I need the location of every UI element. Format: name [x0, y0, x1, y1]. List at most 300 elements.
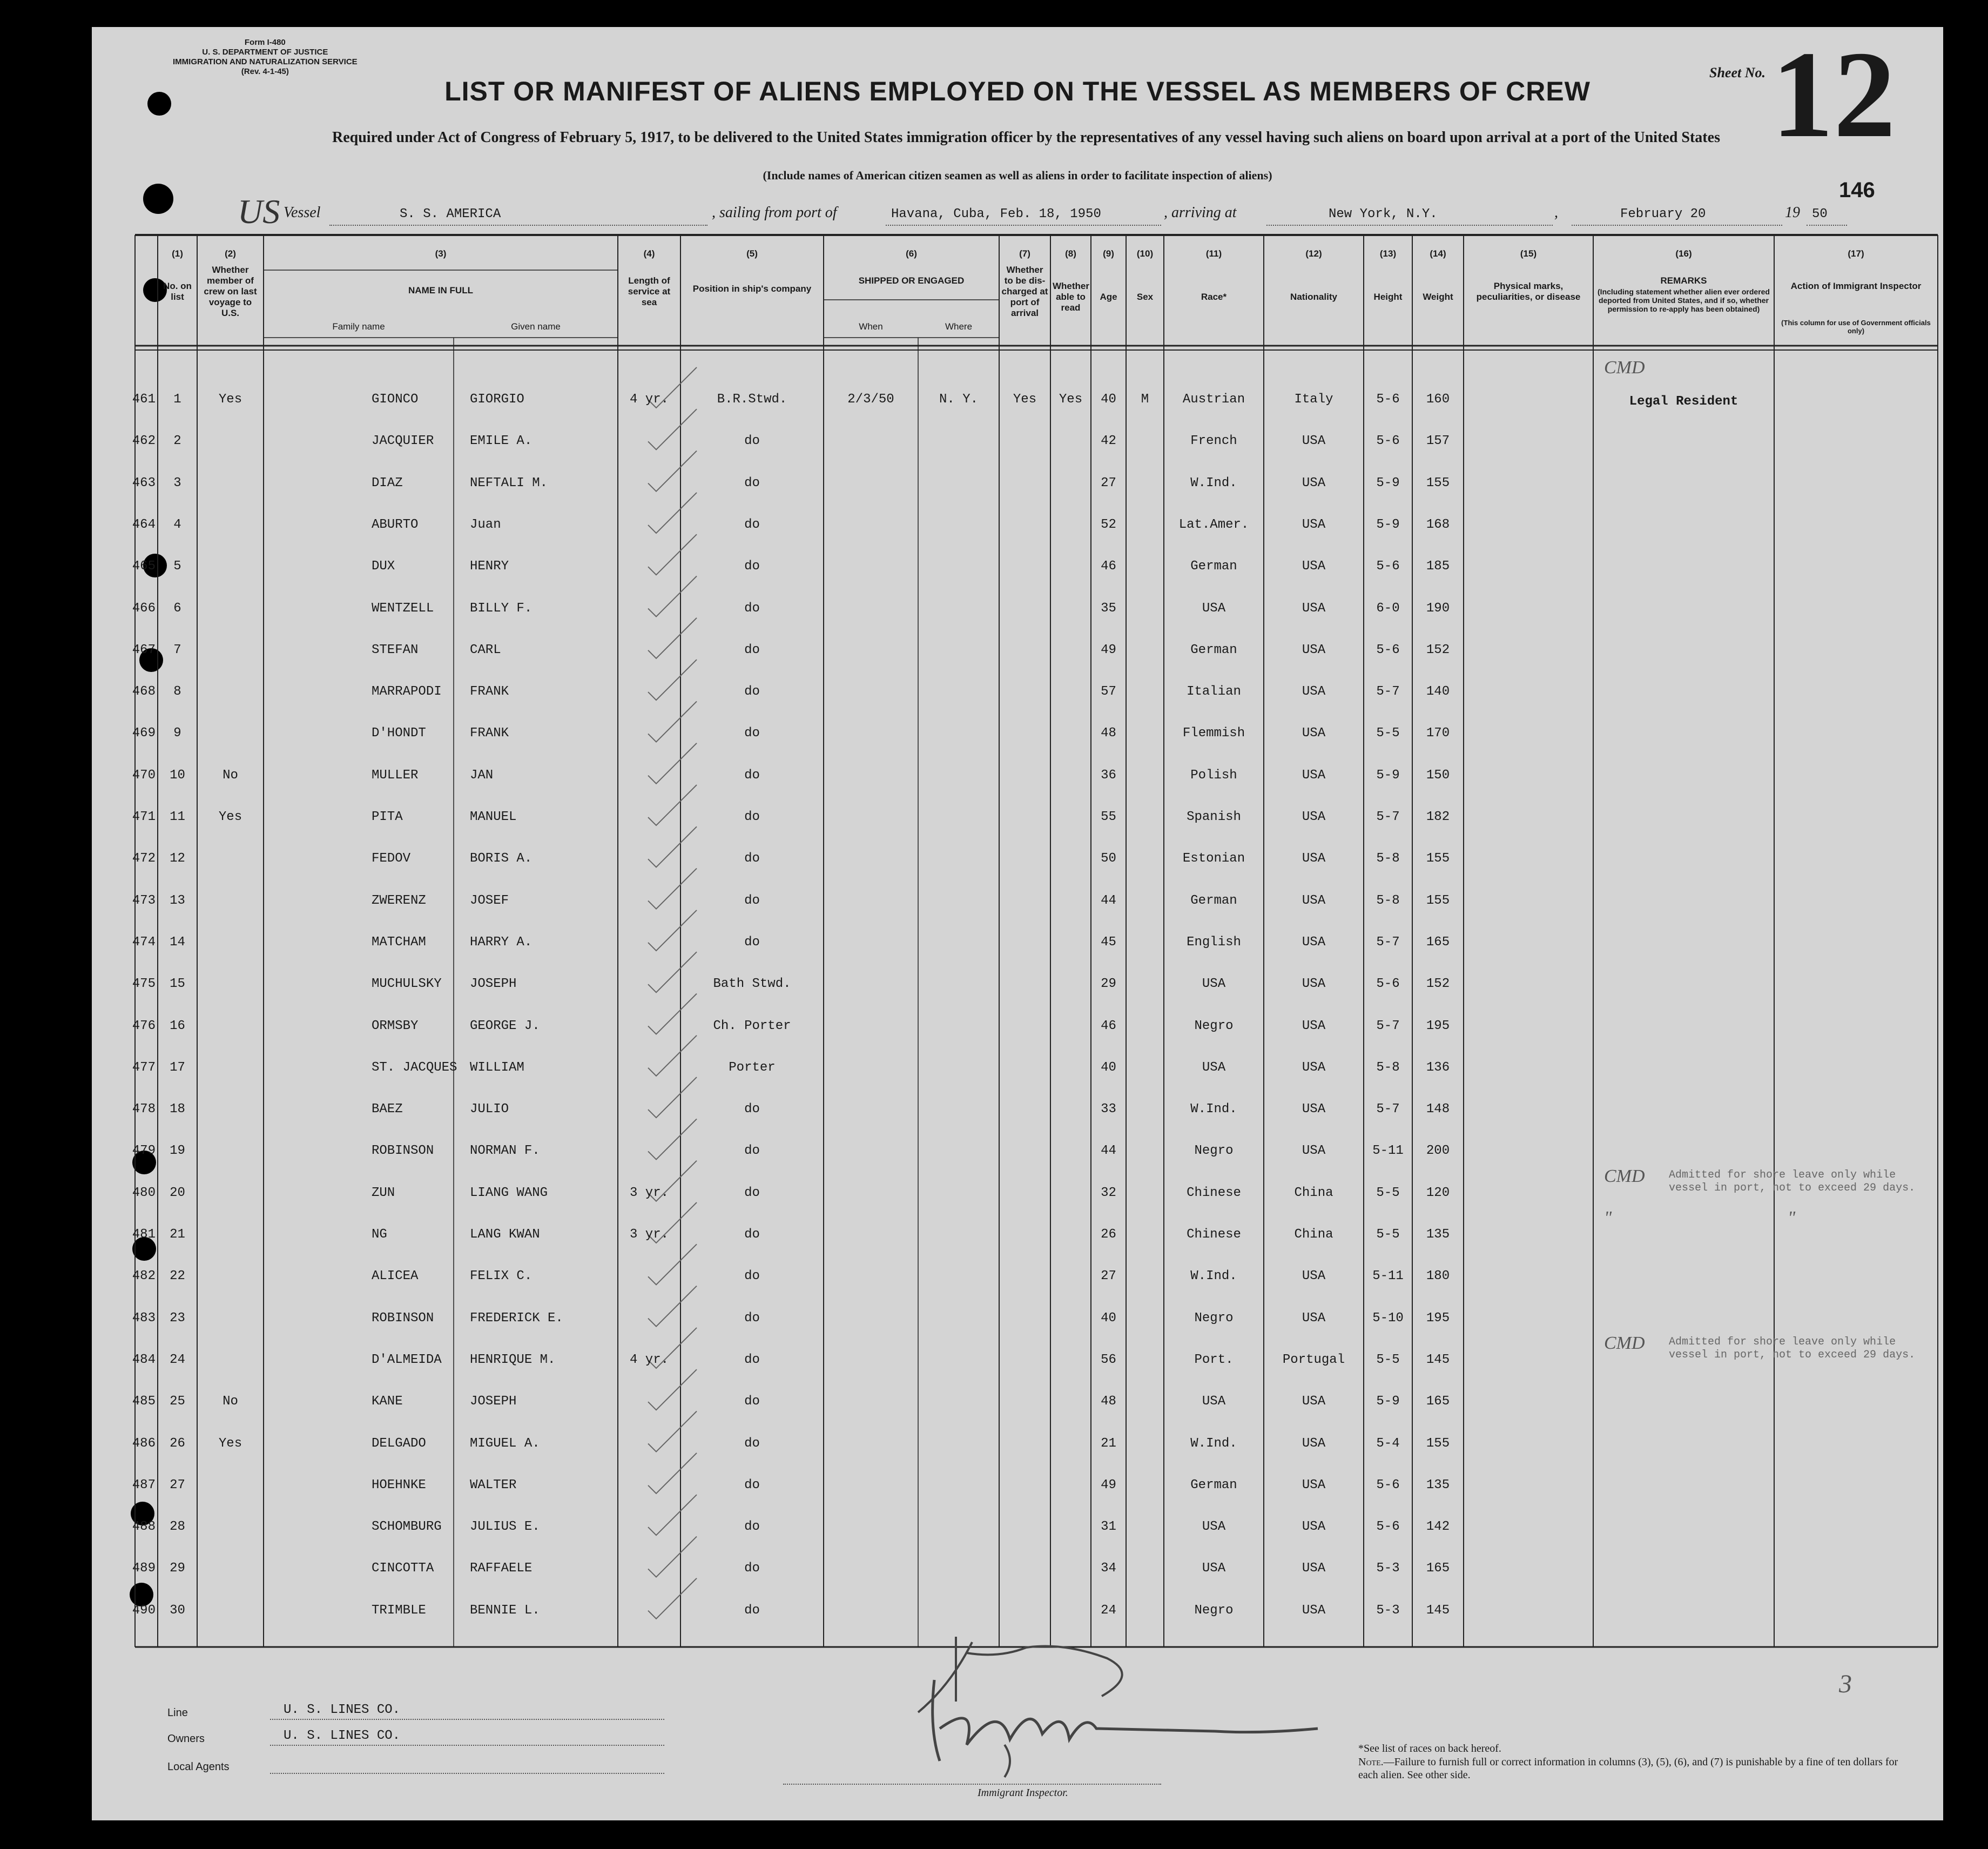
nationality: USA	[1302, 1519, 1326, 1535]
row-number: 5	[173, 559, 181, 574]
position: do	[744, 1185, 760, 1200]
family-name: STEFAN	[372, 642, 419, 657]
col-10-label: Sex	[1136, 292, 1154, 302]
row-number: 24	[170, 1352, 185, 1367]
line-value: U. S. LINES CO.	[284, 1703, 401, 1717]
row-reference-number: 470	[132, 768, 156, 783]
family-name: ABURTO	[372, 517, 419, 532]
given-name: FREDERICK E.	[470, 1310, 563, 1326]
row-number: 30	[170, 1603, 185, 1618]
remark: Admitted for shore leave only while vessel in port, not to exceed 29 days.	[1669, 1335, 1916, 1361]
weight: 145	[1426, 1603, 1450, 1618]
given-name: MIGUEL A.	[470, 1436, 540, 1451]
position: do	[744, 934, 760, 950]
given-name: JOSEPH	[470, 1394, 517, 1409]
row-reference-number: 488	[132, 1519, 156, 1535]
row-reference-number: 484	[132, 1352, 156, 1367]
position: Porter	[729, 1060, 776, 1075]
row-number: 29	[170, 1561, 185, 1576]
nationality: China	[1294, 1227, 1333, 1242]
last-voyage: Yes	[218, 1436, 242, 1451]
given-name: NORMAN F.	[470, 1144, 540, 1159]
col-15-number: (15)	[1520, 248, 1537, 259]
family-name: HOEHNKE	[372, 1477, 426, 1492]
form-header	[173, 38, 358, 77]
inspector-line	[783, 1784, 1161, 1785]
year-prefix: 19	[1785, 204, 1800, 221]
col-4-number: (4)	[643, 248, 655, 259]
given-name: EMILE A.	[470, 434, 533, 449]
given-name: LANG KWAN	[470, 1227, 540, 1242]
underline	[886, 225, 1161, 226]
length-of-service: 3 yr.	[629, 1185, 669, 1200]
row-reference-number: 462	[132, 434, 156, 449]
family-name: ROBINSON	[372, 1310, 434, 1326]
height: 5-6	[1376, 434, 1400, 449]
col-14-number: (14)	[1430, 248, 1446, 259]
weight: 190	[1426, 601, 1450, 616]
given-name: HENRIQUE M.	[470, 1352, 556, 1367]
col-17-number: (17)	[1848, 248, 1864, 259]
race: Italian	[1187, 684, 1241, 700]
row-number: 7	[173, 642, 181, 657]
age: 40	[1101, 392, 1116, 407]
row-reference-number: 478	[132, 1102, 156, 1117]
underline	[1266, 225, 1553, 226]
row-number: 20	[170, 1185, 185, 1200]
weight: 150	[1426, 768, 1450, 783]
underline	[1807, 225, 1847, 226]
weight: 165	[1426, 1394, 1450, 1409]
nationality: USA	[1302, 559, 1326, 574]
col-6-label: SHIPPED OR ENGAGED	[858, 275, 965, 286]
family-name: ROBINSON	[372, 1144, 434, 1159]
family-name: ST. JACQUES	[372, 1060, 457, 1075]
col-3-number: (3)	[435, 248, 447, 259]
nationality: USA	[1302, 893, 1326, 908]
age: 33	[1101, 1102, 1116, 1117]
height: 5-6	[1376, 392, 1400, 407]
underline	[1572, 225, 1782, 226]
position: do	[744, 559, 760, 574]
height: 5-9	[1376, 1394, 1400, 1409]
given-name: JULIUS E.	[470, 1519, 540, 1535]
col-8-label: Whether able to read	[1053, 281, 1089, 313]
race: Flemmish	[1182, 726, 1245, 741]
age: 24	[1101, 1603, 1116, 1618]
manifest-date: February 20	[1620, 207, 1706, 221]
given-name: WILLIAM	[470, 1060, 524, 1075]
age: 46	[1101, 559, 1116, 574]
weight: 195	[1426, 1018, 1450, 1033]
last-voyage: Yes	[218, 810, 242, 824]
row-number: 13	[170, 893, 185, 908]
race: USA	[1202, 1561, 1226, 1576]
inspector-signature	[837, 1621, 1377, 1783]
age: 46	[1101, 1018, 1116, 1033]
manifest-sheet: Form I-480 U. S. DEPARTMENT OF JUSTICE IMMIGRATION AND NATURALIZATION SERVICE (Rev. 4-1-45) LIST OR MANIFEST OF ALIENS EMPLOYED ON THE VESSEL AS MEMBERS OF CREW Sheet No. 12 Required under Act of Congress of February 5, 1917, to be delivered to the United States immigration officer by the representatives of any vessel having such aliens on board upon arrival at a port of the United States (Include names of American citizen seamen as well as aliens in order to facilitate inspection of aliens) 146 US Vessel S. S. AMERICA , sailing from port of Havana, Cuba, Feb. 18, 1950 , arriving at New York, N.Y. , February 20 19 50 (1) No. on list (2) Whether member of crew on last voyage to U.S. (3) NAME IN FULL Family name Given name (4) Length of service at sea (5) Position in ship's company (6) SHIPPED OR ENGAGED When Where (7) Whether to be dis-charged at port of arrival (8) Whether able to read (9) Age (10) Sex (11) Race* (12) Nationality (13) Height (14) Weight (15) Physical marks, peculiarities, or disease (16) REMARKS (Including statement whether alien ever ordered deported from United States, and if so, whether permission to re-apply has been obtained) (17) Action of Immigrant Inspector (This column for use of Government officials only) 461 1 Yes GIONCO GIORGIO 4 yr. B.R.Stwd. 2/3/50 N. Y. Yes Yes 40 M Austrian Italy 5-6 160 CMD Legal Resident 462 2 JACQUIER EMILE A. do 42 French USA 5-6 157 463 3 DIAZ NEFTALI M. do 27 W.Ind. USA 5-9 155 464 4 ABURTO Juan do 52 Lat.Amer. USA 5-9 168 465 5 DUX HENRY do 46 German USA 5-6 185 466 6 WENTZELL BILLY F. do 35 USA USA 6-0 190 467 7 STEFAN CARL do 49 German USA 5-6 152 468 8 MARRAPODI FRANK do 57 Italian USA 5-7 140 469 9 D'HONDT FRANK do 48 Flemmish USA 5-5 170 470 10 No MULLER JAN do 36 Polish USA 5-9 150 471 11 Yes PITA MANUEL do 55 Spanish USA 5-7 182 472 12 FEDOV BORIS A. do 50 Estonian USA 5-8 155 473 13 ZWERENZ JOSEF do 44 German USA 5-8 155 474 14 MATCHAM HARRY A. do 45 English USA 5-7 165 475 15 MUCHULSKY JOSEPH Bath Stwd. 29 USA USA 5-6 152 476 16 ORMSBY GEORGE J. Ch. Porter 46 Negro USA 5-7 195 477 17 ST. JACQUES WILLIAM Porter 40 USA USA 5-8 136 478 18 BAEZ JULIO do 33 W.Ind. USA 5-7 148 479 19 ROBINSON NORMAN F. do 44 Negro USA 5-11 200 480 20 ZUN LIANG WANG 3 yr. do 32 Chinese China 5-5 120 CMD Admitted for shore leave only while vessel in port, not to exceed 29 days. 481 21 NG LANG KWAN 3 yr. do 26 Chinese China 5-5 135 " " 482 22 ALICEA FELIX C. do 27 W.Ind. USA 5-11 180 483 23 ROBINSON FREDERICK E. do 40 Negro USA 5-10 195 484 24 D'ALMEIDA HENRIQUE M. 4 yr. do 56 Port. Portugal 5-5 145 CMD Admitted for shore leave only while vessel in port, not to exceed 29 days. 485 25 No KANE JOSEPH do 48 USA USA 5-9 165 486 26 Yes DELGADO MIGUEL A. do 21 W.Ind. USA 5-4 155 487 27 HOEHNKE WALTER do 49 German USA 5-6 135 488 28 SCHOMBURG JULIUS E. do 31 USA USA 5-6 142 489 29 CINCOTTA RAFFAELE do 34 USA USA 5-3 165 490 30 TRIMBLE BENNIE L. do 24 Negro USA 5-3 145 Line U. S. LINES CO. Owners U. S. LINES CO. Local Agents Immigrant Inspector. *See list of races on back hereof. Note.—Failure to furnish full or correct information in columns (3), (5), (6), and (7) is punishable by a fine of ten dollars for each alien. See other side. 3	[92, 27, 1943, 1820]
document-title: LIST OR MANIFEST OF ALIENS EMPLOYED ON THE VESSEL AS MEMBERS OF CREW	[444, 76, 1591, 106]
nationality: USA	[1302, 1102, 1326, 1117]
weight: 142	[1426, 1519, 1450, 1535]
height: 5-6	[1376, 1477, 1400, 1492]
nationality: USA	[1302, 1394, 1326, 1409]
family-name: SCHOMBURG	[372, 1519, 442, 1535]
handwritten-mark: US	[238, 192, 280, 231]
family-name: MUCHULSKY	[372, 977, 442, 992]
age: 27	[1101, 1269, 1116, 1284]
nationality: USA	[1302, 1144, 1326, 1159]
position: do	[744, 517, 760, 532]
position: do	[744, 1144, 760, 1159]
able-to-read: Yes	[1059, 392, 1083, 407]
row-number: 9	[173, 726, 181, 741]
punch-hole	[143, 184, 173, 214]
race: Polish	[1190, 768, 1237, 783]
family-name: DIAZ	[372, 475, 403, 490]
age: 49	[1101, 1477, 1116, 1492]
sheet-number: 12	[1771, 25, 1896, 163]
sex: M	[1141, 392, 1149, 407]
row-number: 22	[170, 1269, 185, 1284]
weight: 135	[1426, 1477, 1450, 1492]
row-number: 12	[170, 851, 185, 866]
height: 5-5	[1376, 1352, 1400, 1367]
height: 5-11	[1372, 1144, 1404, 1159]
weight: 155	[1426, 1436, 1450, 1451]
weight: 185	[1426, 559, 1450, 574]
height: 5-10	[1372, 1310, 1404, 1326]
nationality: USA	[1302, 1269, 1326, 1284]
remark: Legal Resident	[1629, 394, 1738, 409]
race: German	[1190, 559, 1237, 574]
col-3-given: Given name	[511, 321, 561, 332]
col-9-number: (9)	[1103, 248, 1114, 259]
family-name: WENTZELL	[372, 601, 434, 616]
vessel-name: S. S. AMERICA	[400, 207, 501, 221]
age: 21	[1101, 1436, 1116, 1451]
height: 5-5	[1376, 1185, 1400, 1200]
row-number: 14	[170, 934, 185, 950]
col-10-number: (10)	[1136, 248, 1154, 259]
col-7-number: (7)	[1019, 248, 1030, 259]
col-17-label: Action of Immigrant Inspector	[1790, 281, 1922, 291]
nationality: USA	[1302, 517, 1326, 532]
given-name: GEORGE J.	[470, 1018, 540, 1033]
position: do	[744, 1227, 760, 1242]
arriving-label: , arriving at	[1164, 204, 1237, 221]
age: 48	[1101, 1394, 1116, 1409]
weight: 170	[1426, 726, 1450, 741]
nationality: USA	[1302, 684, 1326, 700]
height: 5-5	[1376, 726, 1400, 741]
age: 40	[1101, 1060, 1116, 1075]
height: 5-3	[1376, 1603, 1400, 1618]
age: 35	[1101, 601, 1116, 616]
family-name: GIONCO	[372, 392, 419, 407]
inspector-stamp: "	[1604, 1208, 1612, 1228]
height: 5-5	[1376, 1227, 1400, 1242]
length-of-service: 4 yr.	[629, 392, 669, 407]
underline	[270, 1773, 664, 1774]
row-number: 28	[170, 1519, 185, 1535]
height: 5-9	[1376, 768, 1400, 783]
col-7-label: Whether to be dis-charged at port of arrival	[1001, 265, 1048, 318]
family-name: FEDOV	[372, 851, 411, 866]
fine-note	[1358, 1756, 1898, 1781]
position: do	[744, 434, 760, 449]
row-number: 10	[170, 768, 185, 783]
family-name: MATCHAM	[372, 934, 426, 950]
position: do	[744, 684, 760, 700]
discharged: Yes	[1013, 392, 1037, 407]
given-name: RAFFAELE	[470, 1561, 533, 1576]
age: 44	[1101, 893, 1116, 908]
row-reference-number: 466	[132, 601, 156, 616]
race: German	[1190, 1477, 1237, 1492]
position: do	[744, 1269, 760, 1284]
nationality: China	[1294, 1185, 1333, 1200]
age: 44	[1101, 1144, 1116, 1159]
nationality: USA	[1302, 851, 1326, 866]
row-reference-number: 485	[132, 1394, 156, 1409]
family-name: MULLER	[372, 768, 419, 783]
owners-label: Owners	[167, 1733, 205, 1745]
row-number: 6	[173, 601, 181, 616]
row-number: 11	[170, 810, 185, 824]
height: 5-7	[1376, 934, 1400, 950]
col-13-number: (13)	[1379, 248, 1397, 259]
weight: 168	[1426, 517, 1450, 532]
sailing-label: , sailing from port of	[712, 204, 837, 221]
row-reference-number: 468	[132, 684, 156, 700]
col-5-label: Position in ship's company	[692, 284, 812, 294]
col-12-label: Nationality	[1290, 292, 1337, 302]
row-reference-number: 469	[132, 726, 156, 741]
family-name: ZUN	[372, 1185, 395, 1200]
length-of-service: 3 yr.	[629, 1227, 669, 1242]
family-name: D'ALMEIDA	[372, 1352, 442, 1367]
nationality: USA	[1302, 434, 1326, 449]
nationality: USA	[1302, 726, 1326, 741]
height: 5-9	[1376, 475, 1400, 490]
height: 5-4	[1376, 1436, 1400, 1451]
nationality: USA	[1302, 1060, 1326, 1075]
given-name: FELIX C.	[470, 1269, 533, 1284]
position: do	[744, 1102, 760, 1117]
given-name: WALTER	[470, 1477, 517, 1492]
row-reference-number: 480	[132, 1185, 156, 1200]
col-3-label: NAME IN FULL	[408, 285, 473, 295]
row-reference-number: 472	[132, 851, 156, 866]
age: 40	[1101, 1310, 1116, 1326]
family-name: ZWERENZ	[372, 893, 426, 908]
race: Austrian	[1182, 392, 1245, 407]
position: Ch. Porter	[713, 1018, 791, 1033]
shipped-when: 2/3/50	[847, 392, 894, 407]
family-name: DELGADO	[372, 1436, 426, 1451]
last-voyage: Yes	[218, 392, 242, 407]
col-6-where: Where	[945, 321, 973, 332]
age: 31	[1101, 1519, 1116, 1535]
position: do	[744, 1436, 760, 1451]
family-name: PITA	[372, 810, 403, 824]
weight: 135	[1426, 1227, 1450, 1242]
row-reference-number: 479	[132, 1144, 156, 1159]
inspector-stamp: CMD	[1604, 1333, 1645, 1353]
row-reference-number: 486	[132, 1436, 156, 1451]
col-15-label: Physical marks, peculiarities, or disease	[1476, 281, 1581, 302]
race: German	[1190, 893, 1237, 908]
family-name: KANE	[372, 1394, 403, 1409]
corner-mark: 3	[1839, 1670, 1852, 1698]
race: USA	[1202, 977, 1226, 992]
nationality: Portugal	[1282, 1352, 1345, 1367]
height: 5-7	[1376, 810, 1400, 824]
row-reference-number: 464	[132, 517, 156, 532]
weight: 152	[1426, 642, 1450, 657]
year-suffix: 50	[1812, 207, 1828, 221]
nationality: USA	[1302, 1436, 1326, 1451]
race: Chinese	[1187, 1227, 1241, 1242]
row-number: 27	[170, 1477, 185, 1492]
row-reference-number: 461	[132, 392, 156, 407]
col-16-label: REMARKS	[1660, 275, 1707, 286]
inspector-label: Immigrant Inspector.	[978, 1787, 1068, 1799]
race: Negro	[1194, 1603, 1234, 1618]
family-name: BAEZ	[372, 1102, 403, 1117]
given-name: FRANK	[470, 726, 509, 741]
col-16-number: (16)	[1675, 248, 1692, 259]
col-2-number: (2)	[225, 248, 236, 259]
height: 6-0	[1376, 601, 1400, 616]
nationality: USA	[1302, 1018, 1326, 1033]
race: French	[1190, 434, 1237, 449]
length-of-service: 4 yr.	[629, 1352, 669, 1367]
age: 50	[1101, 851, 1116, 866]
last-voyage: No	[223, 768, 238, 783]
position: do	[744, 1394, 760, 1409]
age: 42	[1101, 434, 1116, 449]
sheet-number-label: Sheet No.	[1709, 65, 1765, 80]
weight: 155	[1426, 851, 1450, 866]
age: 45	[1101, 934, 1116, 950]
col-2-label: Whether member of crew on last voyage to U.S.	[204, 265, 257, 318]
race: W.Ind.	[1190, 1269, 1237, 1284]
underline	[329, 225, 707, 226]
row-reference-number: 476	[132, 1018, 156, 1033]
col-16-sublabel: (Including statement whether alien ever ordered deported from United States, and if so, whether permission to re-apply has been obtained)	[1598, 287, 1770, 313]
form-service: IMMIGRATION AND NATURALIZATION SERVICE	[173, 57, 358, 66]
row-number: 4	[173, 517, 181, 532]
col-11-label: Race*	[1201, 292, 1227, 302]
col-6-number: (6)	[906, 248, 917, 259]
given-name: MANUEL	[470, 810, 517, 824]
given-name: NEFTALI M.	[470, 475, 548, 490]
family-name: CINCOTTA	[372, 1561, 434, 1576]
arriving-at: New York, N.Y.	[1329, 207, 1438, 221]
row-reference-number: 483	[132, 1310, 156, 1326]
family-name: MARRAPODI	[372, 684, 442, 700]
row-reference-number: 482	[132, 1269, 156, 1284]
race: Spanish	[1187, 810, 1241, 824]
race: Chinese	[1187, 1185, 1241, 1200]
race: W.Ind.	[1190, 475, 1237, 490]
nationality: USA	[1302, 934, 1326, 950]
age: 27	[1101, 475, 1116, 490]
race: Port.	[1194, 1352, 1234, 1367]
local-agents-label: Local Agents	[167, 1761, 230, 1773]
height: 5-6	[1376, 977, 1400, 992]
weight: 165	[1426, 934, 1450, 950]
given-name: HARRY A.	[470, 934, 533, 950]
family-name: TRIMBLE	[372, 1603, 426, 1618]
position: do	[744, 893, 760, 908]
col-12-number: (12)	[1305, 248, 1322, 259]
race: USA	[1202, 601, 1226, 616]
row-number: 3	[173, 475, 181, 490]
row-reference-number: 471	[132, 810, 156, 824]
position: do	[744, 810, 760, 824]
weight: 195	[1426, 1310, 1450, 1326]
given-name: BORIS A.	[470, 851, 533, 866]
inspector-stamp: CMD	[1604, 358, 1645, 378]
note-prefix: Note.	[1358, 1756, 1384, 1768]
row-number: 2	[173, 434, 181, 449]
sailing-from: Havana, Cuba, Feb. 18, 1950	[891, 207, 1101, 221]
row-reference-number: 467	[132, 642, 156, 657]
col-6-when: When	[859, 321, 883, 332]
remark: "	[1788, 1208, 1796, 1228]
height: 5-7	[1376, 1018, 1400, 1033]
family-name: ALICEA	[372, 1269, 419, 1284]
vessel-label: Vessel	[284, 204, 321, 221]
given-name: JOSEF	[470, 893, 509, 908]
race: USA	[1202, 1519, 1226, 1535]
owners-value: U. S. LINES CO.	[284, 1729, 401, 1743]
nationality: USA	[1302, 977, 1326, 992]
given-name: GIORGIO	[470, 392, 524, 407]
given-name: HENRY	[470, 559, 509, 574]
nationality: Italy	[1294, 392, 1333, 407]
row-reference-number: 477	[132, 1060, 156, 1075]
height: 5-6	[1376, 1519, 1400, 1535]
nationality: USA	[1302, 475, 1326, 490]
underline	[270, 1719, 664, 1720]
race: USA	[1202, 1394, 1226, 1409]
position: do	[744, 1310, 760, 1326]
age: 29	[1101, 977, 1116, 992]
col-17-sublabel: (This column for use of Government officials only)	[1781, 319, 1931, 335]
row-number: 1	[173, 392, 181, 407]
nationality: USA	[1302, 1561, 1326, 1576]
weight: 155	[1426, 475, 1450, 490]
position: B.R.Stwd.	[717, 392, 787, 407]
height: 5-6	[1376, 642, 1400, 657]
race: Lat.Amer.	[1178, 517, 1249, 532]
given-name: LIANG WANG	[470, 1185, 548, 1200]
position: do	[744, 1352, 760, 1367]
row-reference-number: 490	[132, 1603, 156, 1618]
weight: 152	[1426, 977, 1450, 992]
given-name: JOSEPH	[470, 977, 517, 992]
row-number: 21	[170, 1227, 185, 1242]
family-name: NG	[372, 1227, 387, 1242]
weight: 165	[1426, 1561, 1450, 1576]
race: USA	[1202, 1060, 1226, 1075]
weight: 136	[1426, 1060, 1450, 1075]
height: 5-7	[1376, 1102, 1400, 1117]
